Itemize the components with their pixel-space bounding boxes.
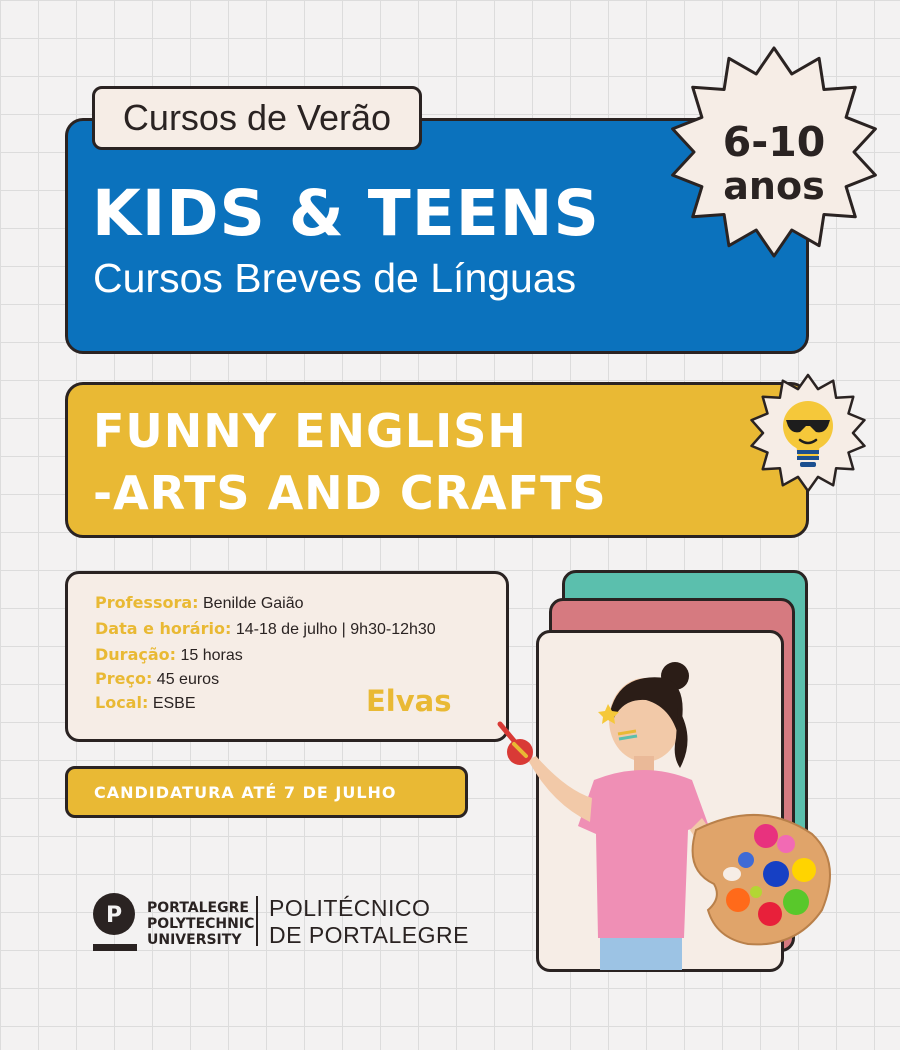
logo-divider bbox=[256, 896, 258, 946]
info-value: 15 horas bbox=[180, 647, 243, 664]
info-value: 14-18 de julho | 9h30-12h30 bbox=[235, 621, 436, 638]
course-title-line-1: FUNNY ENGLISH bbox=[93, 404, 527, 458]
info-value: Benilde Gaião bbox=[203, 595, 304, 612]
poster-subtitle: Cursos Breves de Línguas bbox=[93, 255, 577, 301]
info-row-duration bbox=[95, 647, 243, 664]
info-row-price bbox=[95, 671, 219, 688]
logo-name-en-line: UNIVERSITY bbox=[147, 932, 242, 948]
logo-name-pt-line: DE PORTALEGRE bbox=[269, 922, 469, 948]
logo-name-en-line: POLYTECHNIC bbox=[147, 916, 255, 932]
application-deadline: CANDIDATURA ATÉ 7 DE JULHO bbox=[65, 766, 468, 818]
info-row-schedule bbox=[95, 621, 436, 638]
lightbulb-sunglasses-icon bbox=[744, 372, 872, 494]
logo-name-en-line: PORTALEGRE bbox=[147, 900, 249, 916]
info-label: Data e horário: bbox=[95, 619, 232, 638]
info-label: Local: bbox=[95, 693, 149, 712]
info-label: Preço: bbox=[95, 669, 153, 688]
age-range: 6-10 bbox=[722, 118, 826, 166]
logo-mark-letter: P bbox=[105, 903, 123, 928]
info-value: ESBE bbox=[152, 695, 196, 712]
info-value: 45 euros bbox=[156, 671, 220, 688]
girl-with-palette-image bbox=[470, 648, 850, 970]
info-label: Professora: bbox=[95, 593, 199, 612]
course-title-line-2: -ARTS AND CRAFTS bbox=[93, 466, 607, 520]
poster-title: KIDS & TEENS bbox=[92, 177, 600, 250]
info-row-location bbox=[95, 695, 196, 712]
info-label: Duração: bbox=[95, 645, 177, 664]
age-unit: anos bbox=[723, 164, 825, 208]
info-row-teacher bbox=[95, 595, 304, 612]
polytechnic-logo-icon bbox=[92, 892, 138, 954]
city-label: Elvas bbox=[366, 684, 452, 718]
season-tag: Cursos de Verão bbox=[92, 86, 422, 150]
logo-name-pt-line: POLITÉCNICO bbox=[269, 895, 431, 921]
